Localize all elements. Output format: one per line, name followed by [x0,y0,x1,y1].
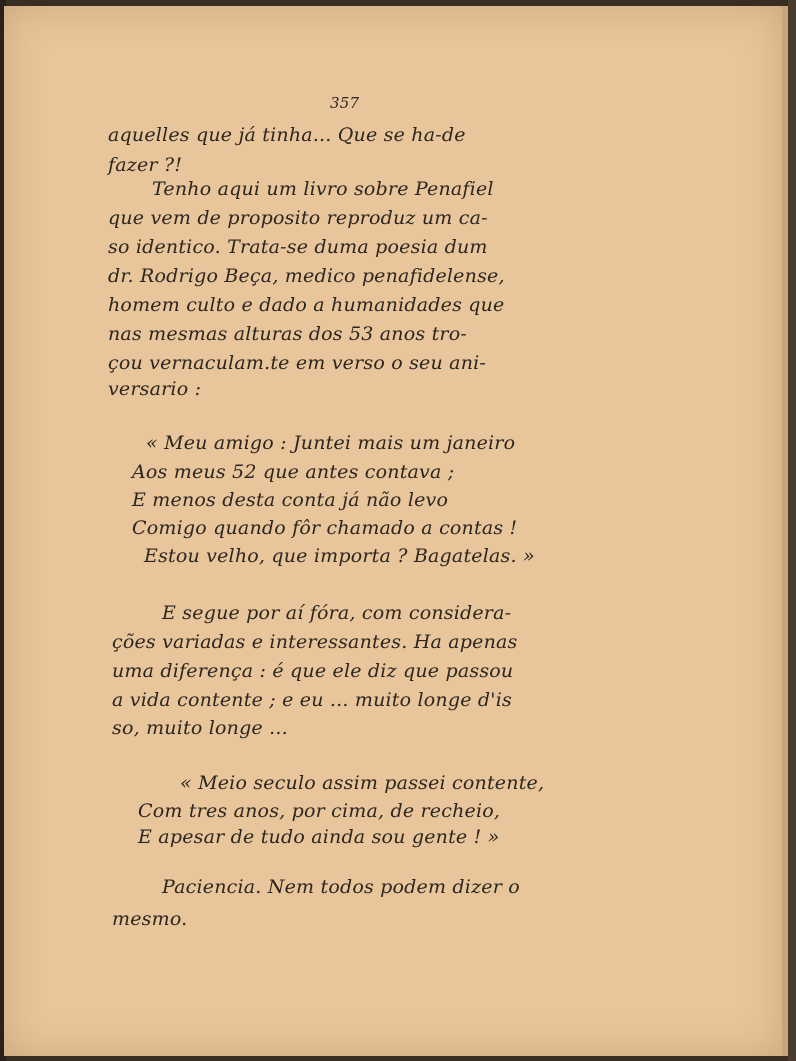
text-line: que vem de proposito reproduz um ca- [108,207,488,229]
poem-line: « Meio seculo assim passei contente, [180,772,545,794]
manuscript-page [4,6,788,1056]
text-line: dr. Rodrigo Beça, medico penafidelense, [108,265,505,287]
text-line: so, muito longe ... [112,717,288,739]
text-line: Tenho aqui um livro sobre Penafiel [152,178,494,200]
text-line: homem culto e dado a humanidades que [108,294,505,316]
page-edge [788,0,796,1061]
text-line: aquelles que já tinha... Que se ha-de [108,124,466,146]
poem-line: Comigo quando fôr chamado a contas ! [132,517,518,539]
text-line: fazer ?! [108,154,183,176]
text-line: Paciencia. Nem todos podem dizer o [162,876,520,898]
text-line: uma diferença : é que ele diz que passou [112,660,514,682]
poem-line: Estou velho, que importa ? Bagatelas. » [144,545,535,567]
text-line: çou vernaculam.te em verso o seu ani- [108,352,487,374]
poem-line: E apesar de tudo ainda sou gente ! » [138,826,500,848]
text-line: E segue por aí fóra, com considera- [162,602,512,624]
poem-line: Aos meus 52 que antes contava ; [132,461,455,483]
poem-line: « Meu amigo : Juntei mais um janeiro [146,432,516,454]
page-number: 357 [330,94,360,112]
poem-line: E menos desta conta já não levo [132,489,449,511]
text-line: so identico. Trata-se duma poesia dum [108,236,488,258]
text-line: nas mesmas alturas dos 53 anos tro- [108,323,467,345]
text-line: mesmo. [112,908,188,930]
text-line: a vida contente ; e eu ... muito longe d'is [112,689,512,711]
text-line: ções variadas e interessantes. Ha apenas [112,631,518,653]
text-line: versario : [108,378,202,400]
poem-line: Com tres anos, por cima, de recheio, [138,800,501,822]
